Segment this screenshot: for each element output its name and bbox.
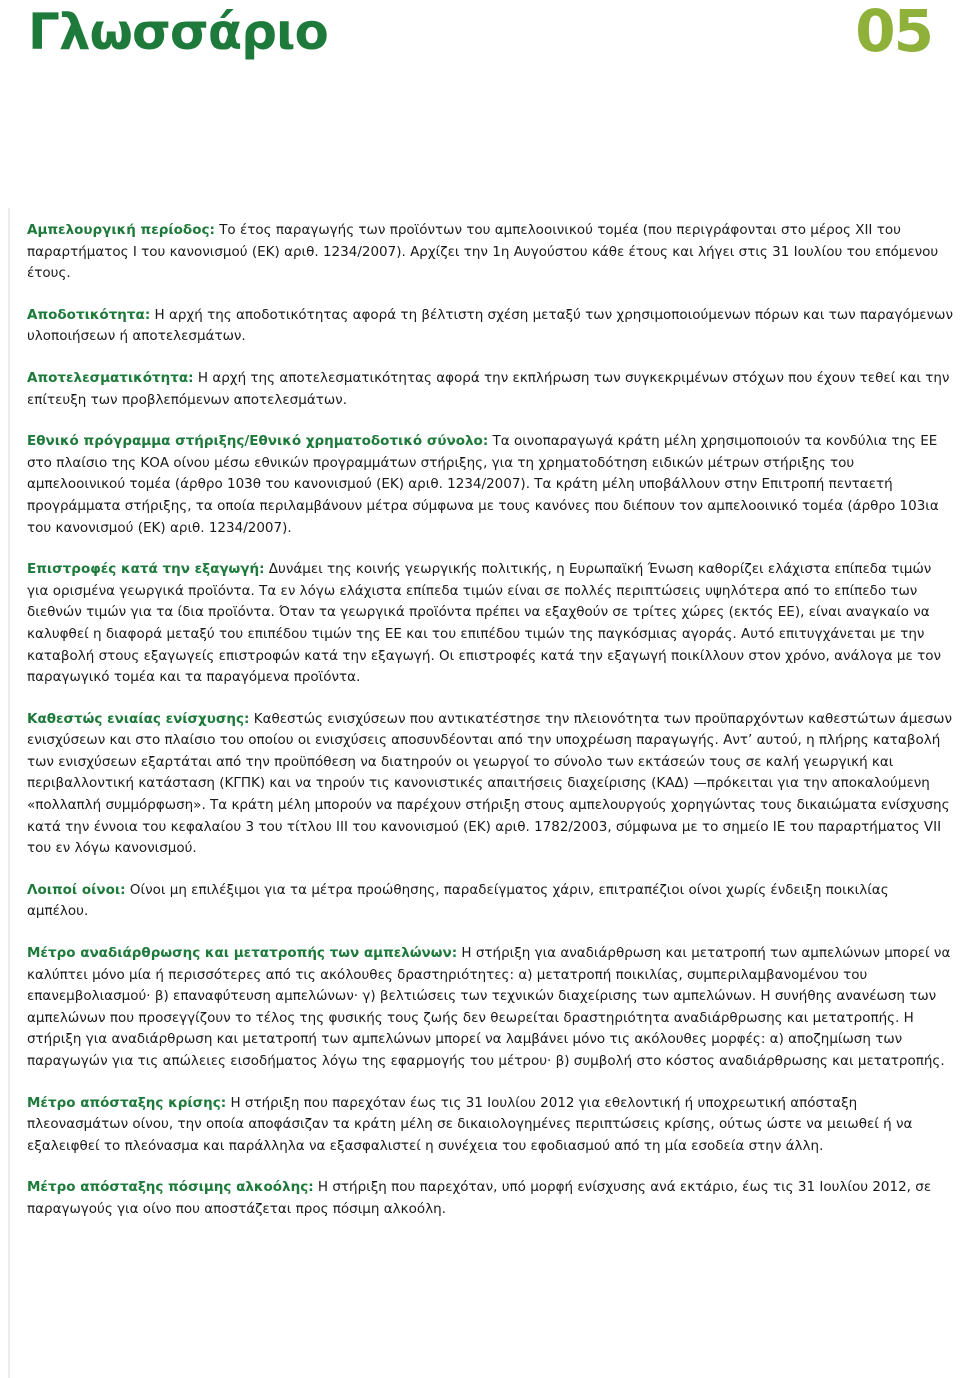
glossary-term: Μέτρο απόσταξης κρίσης — [27, 1094, 221, 1111]
term-colon: : — [209, 222, 215, 238]
term-colon: : — [244, 710, 250, 727]
glossary-term: Καθεστώς ενιαίας ενίσχυσης — [27, 710, 245, 727]
glossary-definition: Η αρχή της αποδοτικότητας αφορά τη βέλτιστη σχέση μεταξύ των χρησιμοποιούμενων πόρων και των παραγόμενων υλοποιήσεων ή αποτελεσμάτων. — [27, 306, 953, 345]
glossary-definition: Τα οινοπαραγωγά κράτη μέλη χρησιμοποιούν τα κονδύλια της ΕΕ στο πλαίσιο της ΚΟΑ οίνου μέσω εθνικών προγραμμάτων στήριξης, για τη χρηματοδότηση ειδικών μέτρων στήριξης του αμπελοοινικού τομέα (άρθρο 103θ του κανονισμού (ΕΚ) αριθ. 1234/2007). Τα κράτη μέλη υποβάλλουν στην Επιτροπή πενταετή προγράμματα στήριξης, τα οποία περιλαμβάνουν μέτρα σύμφωνα με τους κανόνες που διέπουν τον αμπελοοινικό τομέα (άρθρο 103ια του κανονισμού (ΕΚ) αριθ. 1234/2007). — [27, 433, 939, 536]
glossary-entry — [27, 431, 953, 539]
glossary-definition: Καθεστώς ενισχύσεων που αντικατέστησε την πλειονότητα των προϋπαρχόντων καθεστώτων άμεσων ενισχύσεων και στο πλαίσιο του οποίου οι ενισχύσεις αποσυνδέονται από την υποχρέωση παραγωγής. Αντ’ αυτού, η πλήρης καταβολή των ενισχύσεων εξαρτάται από την προϋπόθεση να διατηρούν οι γεωργοί το σύνολο των εκτάσεών τους σε καλή γεωργική και περιβαλλοντική κατάσταση (ΚΓΠΚ) και να τηρούν τις κανονιστικές απαιτήσεις διαχείρισης (ΚΑΔ) —πρόκειται για την αποκαλούμενη «πολλαπλή συμμόρφωση». Τα κράτη μέλη μπορούν να παρέχουν στήριξη στους αμπελουργούς χορηγώντας τους δικαιώματα ενίσχυσης κατά την έννοια του κεφαλαίου 3 του τίτλου III του κανονισμού (ΕΚ) αριθ. 1782/2003, σύμφωνα με το σημείο ΙΕ του παραρτήματος VII του εν λόγω κανονισμού. — [27, 710, 952, 857]
term-colon: : — [451, 945, 458, 962]
glossary-term: Αποδοτικότητα — [27, 306, 145, 323]
glossary-term: Λοιποί οίνοι — [27, 881, 121, 898]
glossary-entry — [27, 220, 953, 285]
glossary-entry — [27, 1093, 953, 1158]
glossary-term: Μέτρο αναδιάρθρωσης και μετατροπής των αμπελώνων — [27, 945, 452, 962]
glossary-definition: Η στήριξη που παρεχόταν, υπό μορφή ενίσχυσης ανά εκτάριο, έως τις 31 Ιουλίου 2012, σε παραγωγούς για οίνο που αποστάζεται προς πόσιμη αλκοόλη. — [27, 1179, 932, 1217]
glossary-entry — [27, 709, 953, 860]
glossary-term: Μέτρο απόσταξης πόσιμης αλκοόλης — [27, 1179, 309, 1196]
glossary-entry — [27, 880, 953, 923]
term-colon: : — [259, 561, 265, 578]
chapter-number: 05 — [855, 0, 932, 65]
glossary-entry — [27, 368, 953, 411]
glossary-term: Αμπελουργική περίοδος — [27, 222, 210, 238]
glossary-entry — [27, 1177, 953, 1220]
glossary-definition: Η στήριξη που παρεχόταν έως τις 31 Ιουλίου 2012 για εθελοντική ή υποχρεωτική απόσταξη πλεονασμάτων οίνου, την οποία αποφάσιζαν τα κράτη μέλη σε δικαιολογημένες περιπτώσεις κρίσης, ούτως ώστε να μειωθεί ή να εξαλειφθεί το πλεόνασμα και παράλληλα να εξασφαλιστεί η συνέχεια του εφοδιασμού από τη μία εσοδεία στην άλλη. — [27, 1094, 913, 1154]
term-colon: : — [308, 1179, 314, 1196]
glossary-definition: Το έτος παραγωγής των προϊόντων του αμπελοοινικού τομέα (που περιγράφονται στο μέρος XII του παραρτήματος I του κανονισμού (ΕΚ) αριθ. 1234/2007). Αρχίζει την 1η Αυγούστου κάθε έτους και λήγει στις 31 Ιουλίου του επόμενου έτους. — [27, 222, 939, 282]
glossary-definition: Η αρχή της αποτελεσματικότητας αφορά την εκπλήρωση των συγκεκριμένων στόχων που έχουν τεθεί και την επίτευξη των προβλεπόμενων αποτελεσμάτων. — [27, 369, 950, 408]
term-colon: : — [144, 306, 151, 323]
glossary-list — [27, 220, 953, 1241]
term-colon: : — [482, 433, 489, 450]
glossary-term: Αποτελεσματικότητα — [27, 369, 189, 386]
glossary-term: Επιστροφές κατά την εξαγωγή — [27, 561, 260, 578]
margin-rule — [8, 208, 10, 1378]
glossary-entry — [27, 559, 953, 689]
term-colon: : — [220, 1094, 227, 1111]
glossary-definition: Δυνάμει της κοινής γεωργικής πολιτικής, η Ευρωπαϊκή Ένωση καθορίζει ελάχιστα επίπεδα τιμών για ορισμένα γεωργικά προϊόντα. Τα εν λόγω ελάχιστα επίπεδα τιμών είναι σε πολλές περιπτώσεις υψηλότερα από το επίπεδο των διεθνών τιμών για τα ίδια προϊόντα. Όταν τα γεωργικά προϊόντα πρέπει να εξαχθούν σε τρίτες χώρες (εκτός ΕΕ), είναι αναγκαίο να καλυφθεί η διαφορά μεταξύ του επιπέδου τιμών της ΕΕ και του επιπέδου τιμών της παγκόσμιας αγοράς. Αυτό επιτυγχάνεται με την καταβολή στους εξαγωγείς επιστροφών κατά την εξαγωγή. Οι επιστροφές κατά την εξαγωγή ποικίλλουν στον χρόνο, ανάλογα με τον παραγωγικό τομέα και τα παραγόμενα προϊόντα. — [27, 561, 942, 686]
glossary-definition: Οίνοι μη επιλέξιμοι για τα μέτρα προώθησης, παραδείγματος χάριν, επιτραπέζιοι οίνοι χωρίς ένδειξη ποικιλίας αμπέλου. — [27, 881, 889, 920]
glossary-definition: Η στήριξη για αναδιάρθρωση και μετατροπή των αμπελώνων μπορεί να καλύπτει μόνο μία ή περισσότερες από τις ακόλουθες δραστηριότητες: α) μετατροπή ποικιλίας, συμπεριλαμβανομένου του επανεμβολιασμού· β) επαναφύτευση αμπελώνων· γ) βελτιώσεις των τεχνικών διαχείρισης των αμπελώνων. Η συνήθης ανανέωση των αμπελώνων που προσεγγίζουν το τέλος της φυσικής τους ζωής δεν θεωρείται δραστηριότητα αναδιάρθρωσης και μετατροπής. Η στήριξη για αναδιάρθρωση και μετατροπή των αμπελώνων μπορεί να λαμβάνει μόνο τις ακόλουθες μορφές: α) αποζημίωση των παραγωγών για τις απώλειες εισοδήματος λόγω της εφαρμογής του μέτρου· β) συμβολή στο κόστος αναδιάρθρωσης και μετατροπής. — [27, 945, 951, 1069]
page-title: Γλωσσάριο — [28, 3, 328, 61]
glossary-entry — [27, 305, 953, 348]
term-colon: : — [188, 369, 194, 386]
glossary-entry — [27, 943, 953, 1073]
glossary-term: Εθνικό πρόγραμμα στήριξης/Εθνικό χρηματοδοτικό σύνολο — [27, 433, 483, 450]
term-colon: : — [120, 881, 126, 898]
